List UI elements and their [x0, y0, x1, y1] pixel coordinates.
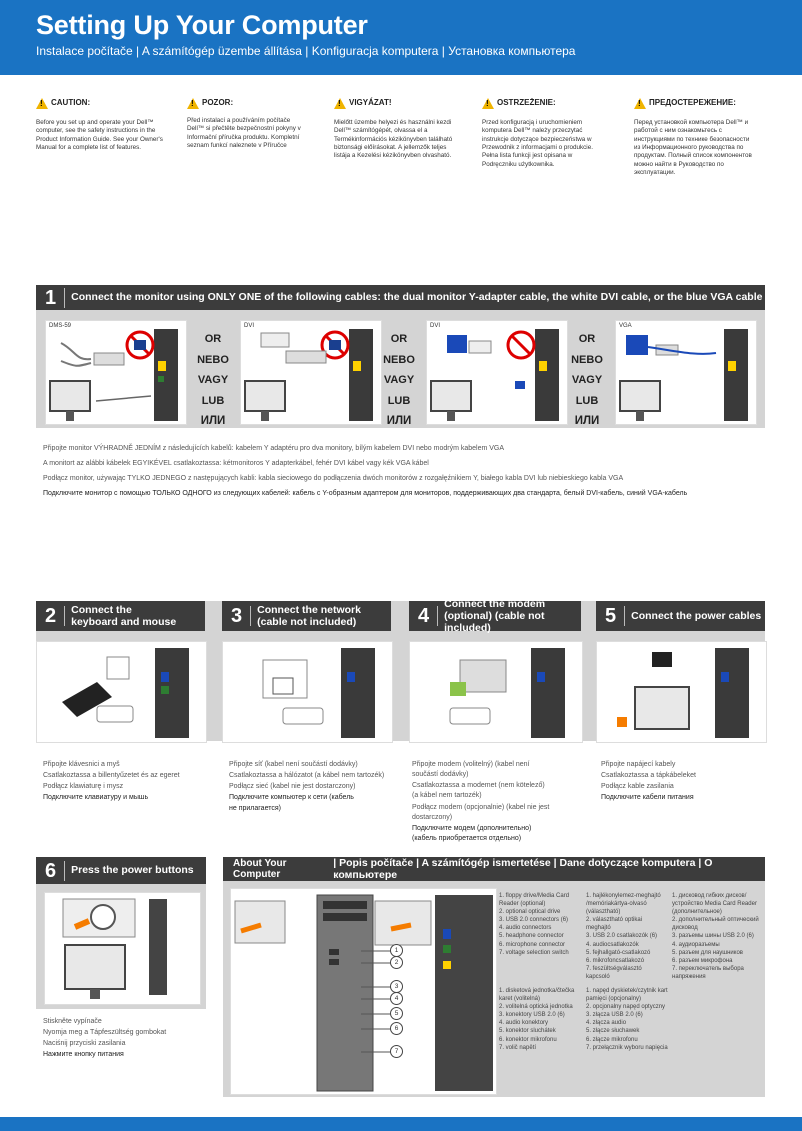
caution-hu: [334, 98, 459, 161]
list-item: 1. floppy drive/Media Card Reader (optional): [499, 893, 570, 908]
or-word: NEBO: [197, 353, 229, 366]
cable-label: DVI: [430, 323, 441, 329]
warning-icon: [634, 98, 646, 109]
caution-heading: OSTRZEŻENIE:: [497, 98, 556, 108]
step6-text-ru: Нажмите кнопку питания: [43, 1051, 124, 1059]
step5-header: [596, 601, 765, 631]
step4-text-pl: Podłącz modem (opcjonalnie) (kabel nie jest dostarczony): [412, 803, 550, 821]
power-diagram: [597, 642, 766, 742]
or-word: VAGY: [571, 374, 603, 386]
step-label: Press the power buttons: [71, 864, 194, 877]
power-buttons-diagram: [45, 893, 200, 1004]
list-item: 3. konektory USB 2.0 (6): [499, 1012, 565, 1019]
step-label: Connect the modem (optional) (cable not included): [444, 597, 546, 635]
callout-6: 6: [390, 1022, 403, 1035]
step-number: 1: [36, 288, 65, 308]
illus-dms59: [45, 320, 187, 425]
list-item: 5. złącze słuchawek: [586, 1028, 640, 1035]
dms59-diagram: [46, 321, 186, 424]
or-word: OR: [578, 333, 596, 345]
step2-text-cs: Připojte klávesnici a myš: [43, 761, 120, 768]
caution-text: Przed konfiguracją i uruchomieniem komputera Dell™ należy przeczytać instrukcje dotyczące bezpieczeństwa w Przewodnik z informacjami o produkcie. Pełna lista funkcji jest opisana w Podręczniku użytkownika.: [482, 119, 593, 168]
or-word: LUB: [201, 394, 225, 407]
step1-text-cs: Připojte monitor VÝHRADNĚ JEDNÍM z následujících kabelů: kabelem Y adaptéru pro dva monitory, bílým kabelem DVI nebo modrým kabelem VGA: [43, 445, 505, 452]
illus-dvi-2: [426, 320, 568, 425]
list-item: 6. złącze mikrofonu: [586, 1036, 638, 1043]
about-title: About Your Computer: [233, 858, 287, 880]
network-diagram: [223, 642, 392, 742]
step6-text-pl: Naciśnij przyciski zasilania: [43, 1040, 126, 1048]
list-item: 2. választható optikai meghajtó: [586, 917, 643, 932]
list-hu: [586, 892, 666, 981]
callout-7: 7: [390, 1045, 403, 1058]
step2-text-pl: Podłącz klawiaturę i mysz: [43, 783, 124, 791]
or-words-1: [191, 329, 235, 432]
or-word: VAGY: [383, 374, 415, 386]
step5-text: [601, 760, 766, 805]
dvi-adapter-diagram: [427, 321, 567, 424]
step-number: 5: [596, 606, 625, 626]
step-label: Connect the power cables: [631, 609, 762, 622]
illus-vga: [615, 320, 757, 425]
or-word: ИЛИ: [386, 415, 412, 427]
step-number: 4: [409, 606, 438, 626]
illus-keyboard: [36, 641, 207, 743]
warning-icon: [36, 98, 48, 109]
step2-header: [36, 601, 205, 631]
illus-dvi-1: [240, 320, 382, 425]
step-label: Connect the keyboard and mouse: [71, 603, 177, 628]
cable-label: VGA: [619, 323, 632, 329]
list-item: 2. optional optical drive: [499, 909, 561, 916]
illus-computer-front: [230, 888, 497, 1095]
list-item: 7. переключатель выбора напряжения: [672, 965, 744, 980]
caution-text: Mielőtt üzembe helyezi és használni kezdi Dell™ számítógépét, olvassa el a Termékinformációs kézikönyvben található biztonsági előírásokat. A jellemzők teljes listája a Kezelési kézikönyvben olvasható.: [334, 119, 453, 160]
step6-text-cs: Stiskněte vypínače: [43, 1018, 102, 1025]
caution-heading: VIGYÁZAT!: [349, 98, 392, 108]
or-word: ИЛИ: [574, 415, 600, 427]
computer-front-diagram: [231, 889, 496, 1094]
list-ru: [672, 892, 762, 981]
caution-text: Before you set up and operate your Dell™ computer, see the safety instructions in the Product Information Guide. See your Owner's Manual for a complete list of features.: [36, 119, 163, 152]
list-item: 5. разъем для наушников: [672, 949, 743, 956]
step-number: 2: [36, 606, 65, 626]
or-word: NEBO: [571, 353, 603, 366]
list-item: 1. napęd dyskietek/czytnik kart pamięci (opcjonalny): [586, 988, 668, 1003]
step1-text: [43, 444, 773, 501]
caution-en: [36, 98, 166, 152]
modem-diagram: [410, 642, 582, 742]
callout-1: 1: [390, 944, 403, 957]
list-item: 4. аудиоразъемы: [672, 941, 720, 948]
list-item: 6. mikrofoncsatlakozó: [586, 957, 645, 964]
list-item: 4. złącza audio: [586, 1020, 627, 1027]
list-item: 4. audiocsatlakozók: [586, 941, 639, 948]
step3-header: [222, 601, 391, 631]
step3-text-hu: Csatlakoztassa a hálózatot (a kábel nem tartozék): [229, 772, 385, 780]
step3-text-pl: Podłącz sieć (kabel nie jest dostarczony): [229, 783, 356, 791]
callout-5: 5: [390, 1007, 403, 1020]
caution-text: Перед установкой компьютера Dell™ и работой с ним ознакомьтесь с инструкциями по технике безопасности из Информационного руководства по продуктам. Полный список компонентов можно найти в Руководство по эксплуатации.: [634, 119, 752, 177]
illus-modem: [409, 641, 583, 743]
or-word: LUB: [575, 394, 599, 407]
caution-cs: [187, 98, 302, 150]
step6-text-hu: Nyomja meg a Tápfeszültség gombokat: [43, 1029, 167, 1037]
caution-heading: CAUTION:: [51, 98, 91, 108]
warning-icon: [482, 98, 494, 109]
warning-icon: [187, 98, 199, 109]
list-item: 2. opcjonalny napęd optyczny: [586, 1004, 666, 1011]
list-item: 6. разъем микрофона: [672, 957, 733, 964]
callout-2: 2: [390, 956, 403, 969]
step4-header: [409, 597, 581, 635]
cable-label: DVI: [244, 323, 255, 329]
list-item: 7. feszültségválasztó kapcsoló: [586, 965, 642, 980]
or-word: ИЛИ: [200, 415, 226, 427]
list-item: 6. konektor mikrofonu: [499, 1036, 557, 1043]
page-subtitle: Instalace počítače | A számítógép üzembe állítása | Konfiguracja komputera | Установка компьютера: [36, 44, 576, 58]
footer-bar: [0, 1117, 802, 1131]
illus-network: [222, 641, 393, 743]
step5-text-pl: Podłącz kable zasilania: [601, 783, 674, 791]
list-cs: [499, 987, 584, 1052]
step1-text-pl: Podłącz monitor, używając TYLKO JEDNEGO z następujących kabli: kabla sieciowego do podłączenia dwóch monitorów z rozgałęźnikiem Y, białego kabla DVI lub niebieskiego kabla VGA: [43, 475, 624, 483]
list-item: 3. разъемы шины USB 2.0 (6): [672, 933, 754, 940]
caution-ru: [634, 98, 754, 178]
step4-text: [412, 760, 552, 845]
step-label: Connect the network (cable not included): [257, 603, 361, 628]
list-item: 7. voltage selection switch: [499, 949, 569, 956]
list-item: 2. volitelná optická jednotka: [499, 1004, 573, 1011]
step1-text-hu: A monitort az alábbi kábelek EGYIKÉVEL csatlakoztassa: kétmonitoros Y adapterkábel, fehér DVI kábel vagy kék VGA kábel: [43, 460, 429, 468]
or-word: LUB: [387, 394, 411, 407]
or-word: OR: [390, 333, 408, 345]
step2-text-ru: Подключите клавиатуру и мышь: [43, 794, 149, 802]
step5-text-ru: Подключите кабели питания: [601, 794, 694, 802]
caution-heading: ПРЕДОСТЕРЕЖЕНИЕ:: [649, 98, 736, 108]
list-item: 3. złącza USB 2.0 (6): [586, 1012, 643, 1019]
caution-heading: POZOR:: [202, 98, 234, 108]
illus-power-buttons: [44, 892, 201, 1005]
list-item: 6. microphone connector: [499, 941, 566, 948]
callout-4: 4: [390, 992, 403, 1005]
step1-text-ru: Подключите монитор с помощью ТОЛЬКО ОДНОГО из следующих кабелей: кабель с Y-образным адаптером для мониторов, поддерживающих два стандарта, белый DVI-кабель, синий VGA-кабель: [43, 490, 688, 498]
list-item: 4. audio connectors: [499, 925, 552, 932]
list-item: 5. konektor sluchátek: [499, 1028, 556, 1035]
step4-text-cs: Připojte modem (volitelný) (kabel není součástí dodávky): [412, 761, 530, 779]
or-words-3: [565, 329, 609, 432]
list-item: 1. hajlékonylemez-meghajtó /memóriakártya-olvasó (választható): [586, 893, 661, 916]
or-words-2: [377, 329, 421, 432]
warning-icon: [334, 98, 346, 109]
step2-text-hu: Csatlakoztassa a billentyűzetet és az egeret: [43, 772, 180, 780]
list-item: 5. fejhallgató-csatlakozó: [586, 949, 651, 956]
list-item: 1. дисковод гибких дисков/устройство Media Card Reader (дополнительное): [672, 893, 757, 916]
step3-text-ru: Подключите компьютер к сети (кабель не прилагается): [229, 794, 354, 812]
about-title-rest: | Popis počítače | A számítógép ismertetése | Dane dotyczące komputera | О компьютере: [333, 857, 713, 881]
page-title: Setting Up Your Computer: [36, 10, 368, 40]
about-header: [223, 857, 765, 881]
step3-text: [229, 760, 394, 815]
list-item: 1. disketová jednotka/čtečka karet (volitelná): [499, 988, 575, 1003]
step4-text-ru: Подключите модем (дополнительно) (кабель приобретается отдельно): [412, 824, 532, 842]
dvi-diagram: [241, 321, 381, 424]
or-word: OR: [204, 333, 222, 345]
cable-label: DMS-59: [49, 323, 72, 329]
list-item: 5. headphone connector: [499, 933, 564, 940]
list-en: [499, 892, 584, 957]
list-item: 7. przełącznik wyboru napięcia: [586, 1044, 668, 1051]
or-word: NEBO: [383, 353, 415, 366]
step-number: 3: [222, 606, 251, 626]
step1-header: [36, 285, 765, 310]
step-label: Connect the monitor using ONLY ONE of the following cables: the dual monitor Y-adapter cable, the white DVI cable, or the blue VGA cable: [71, 291, 763, 304]
list-item: 3. USB 2.0 csatlakozók (6): [586, 933, 658, 940]
callout-3: 3: [390, 980, 403, 993]
step-number: 6: [36, 861, 65, 881]
illus-power: [596, 641, 767, 743]
vga-diagram: [616, 321, 756, 424]
caution-pl: [482, 98, 607, 169]
step5-text-hu: Csatlakoztassa a tápkábeleket: [601, 772, 696, 780]
list-pl: [586, 987, 668, 1052]
step5-text-cs: Připojte napájecí kabely: [601, 761, 676, 768]
step3-text-cs: Připojte síť (kabel není součástí dodávky): [229, 761, 358, 768]
step2-text: [43, 760, 208, 805]
keyboard-mouse-diagram: [37, 642, 206, 742]
list-item: 4. audio konektory: [499, 1020, 549, 1027]
step6-text: [43, 1017, 213, 1062]
list-item: 7. volič napětí: [499, 1044, 537, 1051]
or-word: VAGY: [197, 374, 229, 386]
list-item: 2. дополнительный оптический дисковод: [672, 917, 759, 932]
caution-text: Před instalací a používáním počítače Dell™ si přečtěte bezpečnostní pokyny v Informační příručka produktu. Kompletní seznam funkcí naleznete v Příručce: [187, 117, 301, 150]
step6-header: [36, 857, 206, 884]
step4-text-hu: Csatlakoztassa a modemet (nem kötelező) (a kábel nem tartozék): [412, 782, 545, 800]
list-item: 3. USB 2.0 connectors (6): [499, 917, 569, 924]
